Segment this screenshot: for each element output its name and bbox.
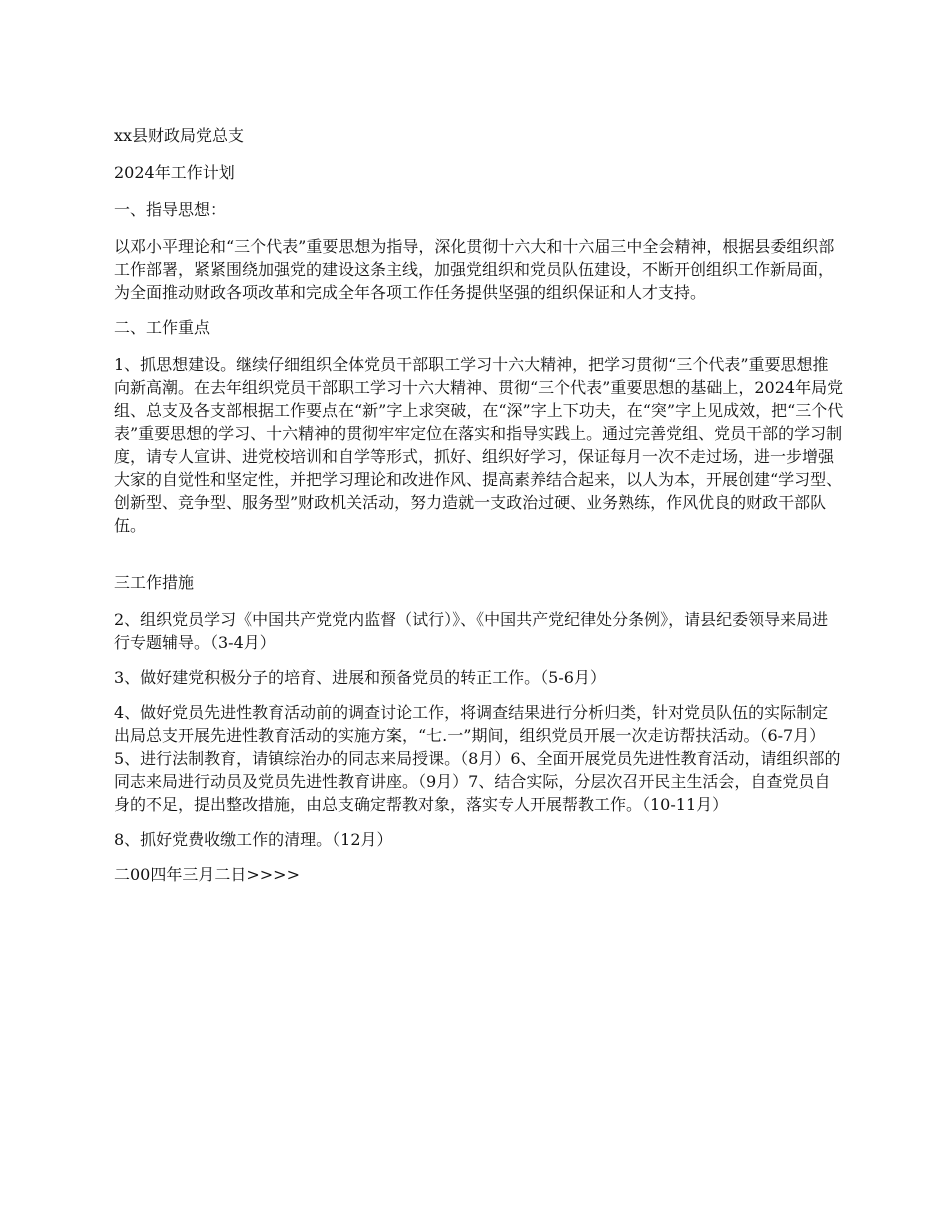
- work-focus-paragraph: 1、抓思想建设。继续仔细组织全体党员干部职工学习十六大精神，把学习贯彻“三个代表”重要思想推向新高潮。在去年组织党员干部职工学习十六大精神、贯彻“三个代表”重要思想的基础上，2024年局党组、总支及各支部根据工作要点在“新”字上求突破，在“深”字上下功夫，在“突”字上见成效，把“三个代表”重要思想的学习、十六精神的贯彻牢牢定位在落实和指导实践上。通过完善党组、党员干部的学习制度，请专人宣讲、进党校培训和自学等形式，抓好、组织好学习，保证每月一次不走过场，进一步增强大家的自觉性和坚定性，并把学习理论和改进作风、提高素养结合起来，以人为本，开展创建“学习型、创新型、竞争型、服务型”财政机关活动，努力造就一支政治过硬、业务熟练，作风优良的财政干部队伍。: [114, 355, 844, 535]
- document-title: 2024年工作计划: [114, 163, 235, 182]
- document-page: [114, 124, 844, 898]
- section-heading-work-measures: 三工作措施: [114, 573, 195, 592]
- organization-line: xx县财政局党总支: [114, 126, 245, 145]
- spacer: [114, 549, 844, 571]
- section-heading-guiding-thought: 一、指导思想：: [114, 200, 227, 219]
- measure-item-4: 4、做好党员先进性教育活动前的调查讨论工作，将调查结果进行分析归类，针对党员队伍的实际制定出局总支开展先进性教育活动的实施方案，“七.一”期间，组织党员开展一次走访帮扶活动。（6-7月）5、进行法制教育，请镇综治办的同志来局授课。（8月）6、全面开展党员先进性教育活动，请组织部的同志来局进行动员及党员先进性教育讲座。（9月）7、结合实际，分层次召开民主生活会，自查党员自身的不足，提出整改措施，由总支确定帮教对象，落实专人开展帮教工作。（10-11月）: [114, 703, 841, 814]
- measure-item-8: 8、抓好党费收缴工作的清理。（12月）: [114, 830, 393, 849]
- date-line: 二00四年三月二日>>>>: [114, 865, 300, 884]
- measure-item-2: 2、组织党员学习《中国共产党党内监督（试行）》、《中国共产党纪律处分条例》，请县纪委领导来局进行专题辅导。（3-4月）: [114, 610, 829, 652]
- measure-item-3: 3、做好建党积极分子的培育、进展和预备党员的转正工作。（5-6月）: [114, 668, 606, 687]
- section-heading-work-focus: 二、工作重点: [114, 318, 211, 337]
- guiding-thought-paragraph: 以邓小平理论和“三个代表”重要思想为指导，深化贯彻十六大和十六届三中全会精神，根据县委组织部工作部署，紧紧围绕加强党的建设这条主线，加强党组织和党员队伍建设，不断开创组织工作新局面，为全面推动财政各项改革和完成全年各项工作任务提供坚强的组织保证和人才支持。: [114, 237, 835, 302]
